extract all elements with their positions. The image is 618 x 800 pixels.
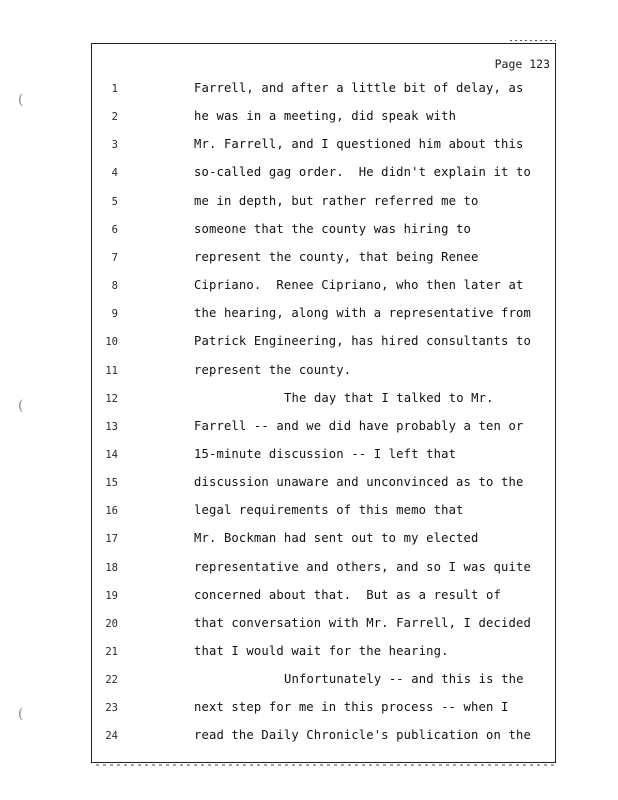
- line-text: Unfortunately -- and this is the: [284, 672, 524, 687]
- margin-mark: (: [18, 706, 24, 722]
- transcript-line: [0, 417, 618, 445]
- transcript-line: [0, 135, 618, 163]
- line-text: read the Daily Chronicle's publication on the: [194, 728, 531, 743]
- transcript-line: [0, 529, 618, 557]
- transcript-line: [0, 248, 618, 276]
- line-text: legal requirements of this memo that: [194, 503, 464, 518]
- transcript-line: [0, 276, 618, 304]
- line-text: me in depth, but rather referred me to: [194, 193, 479, 208]
- line-text: Farrell -- and we did have probably a ten or: [194, 418, 524, 433]
- transcript-line: [0, 501, 618, 529]
- line-text: the hearing, along with a representative from: [194, 306, 531, 321]
- line-number: 1: [111, 83, 118, 95]
- line-number: 24: [105, 730, 118, 743]
- line-text: he was in a meeting, did speak with: [194, 109, 457, 124]
- line-text: representative and others, and so I was quite: [194, 559, 531, 574]
- line-text: represent the county, that being Renee: [194, 249, 479, 264]
- line-text: Cipriano. Renee Cipriano, who then later at: [194, 278, 524, 293]
- line-text: next step for me in this process -- when I: [194, 700, 509, 715]
- transcript-line: [0, 558, 618, 586]
- transcript-line: [0, 304, 618, 332]
- line-number: 12: [105, 392, 118, 405]
- line-text: someone that the county was hiring to: [194, 221, 472, 236]
- line-text: Mr. Farrell, and I questioned him about this: [194, 137, 524, 152]
- transcript-line: [0, 79, 618, 107]
- transcript-line: [0, 445, 618, 473]
- line-number: 7: [111, 251, 118, 264]
- transcript-line: [0, 670, 618, 698]
- margin-mark: (: [18, 92, 24, 108]
- transcript-line: [0, 726, 618, 754]
- line-number: 23: [105, 702, 118, 715]
- line-text: Farrell, and after a little bit of delay, as: [194, 81, 524, 95]
- transcript-line: [0, 163, 618, 191]
- line-number: 19: [105, 589, 118, 602]
- line-number: 4: [111, 167, 118, 180]
- transcript-line: [0, 220, 618, 248]
- transcript-line: [0, 332, 618, 360]
- line-number: 20: [105, 617, 118, 630]
- line-number: 16: [105, 505, 118, 518]
- line-text: so-called gag order. He didn't explain it to: [194, 165, 531, 180]
- line-number: 18: [105, 561, 118, 574]
- line-text: represent the county.: [194, 362, 352, 377]
- line-number: 13: [105, 420, 118, 433]
- line-number: 21: [105, 646, 118, 658]
- scan-artifact: [96, 764, 556, 766]
- line-text: that conversation with Mr. Farrell, I decided: [194, 615, 531, 630]
- line-number: 15: [105, 477, 118, 490]
- line-text: 15-minute discussion -- I left that: [194, 446, 457, 461]
- transcript-line: [0, 361, 618, 389]
- line-number: 14: [105, 448, 118, 461]
- line-number: 2: [111, 111, 118, 124]
- line-text: Patrick Engineering, has hired consultants to: [194, 334, 531, 349]
- page-number: Page 123: [494, 57, 550, 71]
- line-number: 5: [111, 195, 118, 208]
- transcript-line: [0, 192, 618, 220]
- line-text: that I would wait for the hearing.: [194, 644, 449, 658]
- line-text: Mr. Bockman had sent out to my elected: [194, 531, 479, 546]
- line-number: 10: [105, 336, 118, 349]
- line-text: discussion unaware and unconvinced as to the: [194, 475, 524, 490]
- transcript-line: [0, 642, 618, 670]
- line-text: The day that I talked to Mr.: [284, 390, 494, 405]
- transcript-line: [0, 389, 618, 417]
- line-number: 17: [105, 533, 118, 546]
- transcript-line: [0, 614, 618, 642]
- transcript-line: [0, 473, 618, 501]
- line-number: 11: [105, 364, 118, 377]
- transcript-line: [0, 107, 618, 135]
- margin-mark: (: [18, 398, 24, 414]
- transcript-line: [0, 698, 618, 726]
- transcript-line: [0, 586, 618, 614]
- line-number: 22: [105, 674, 118, 687]
- line-text: concerned about that. But as a result of: [194, 587, 501, 602]
- line-number: 6: [111, 223, 118, 236]
- line-number: 8: [111, 280, 118, 293]
- line-number: 9: [111, 308, 118, 321]
- line-number: 3: [111, 139, 118, 152]
